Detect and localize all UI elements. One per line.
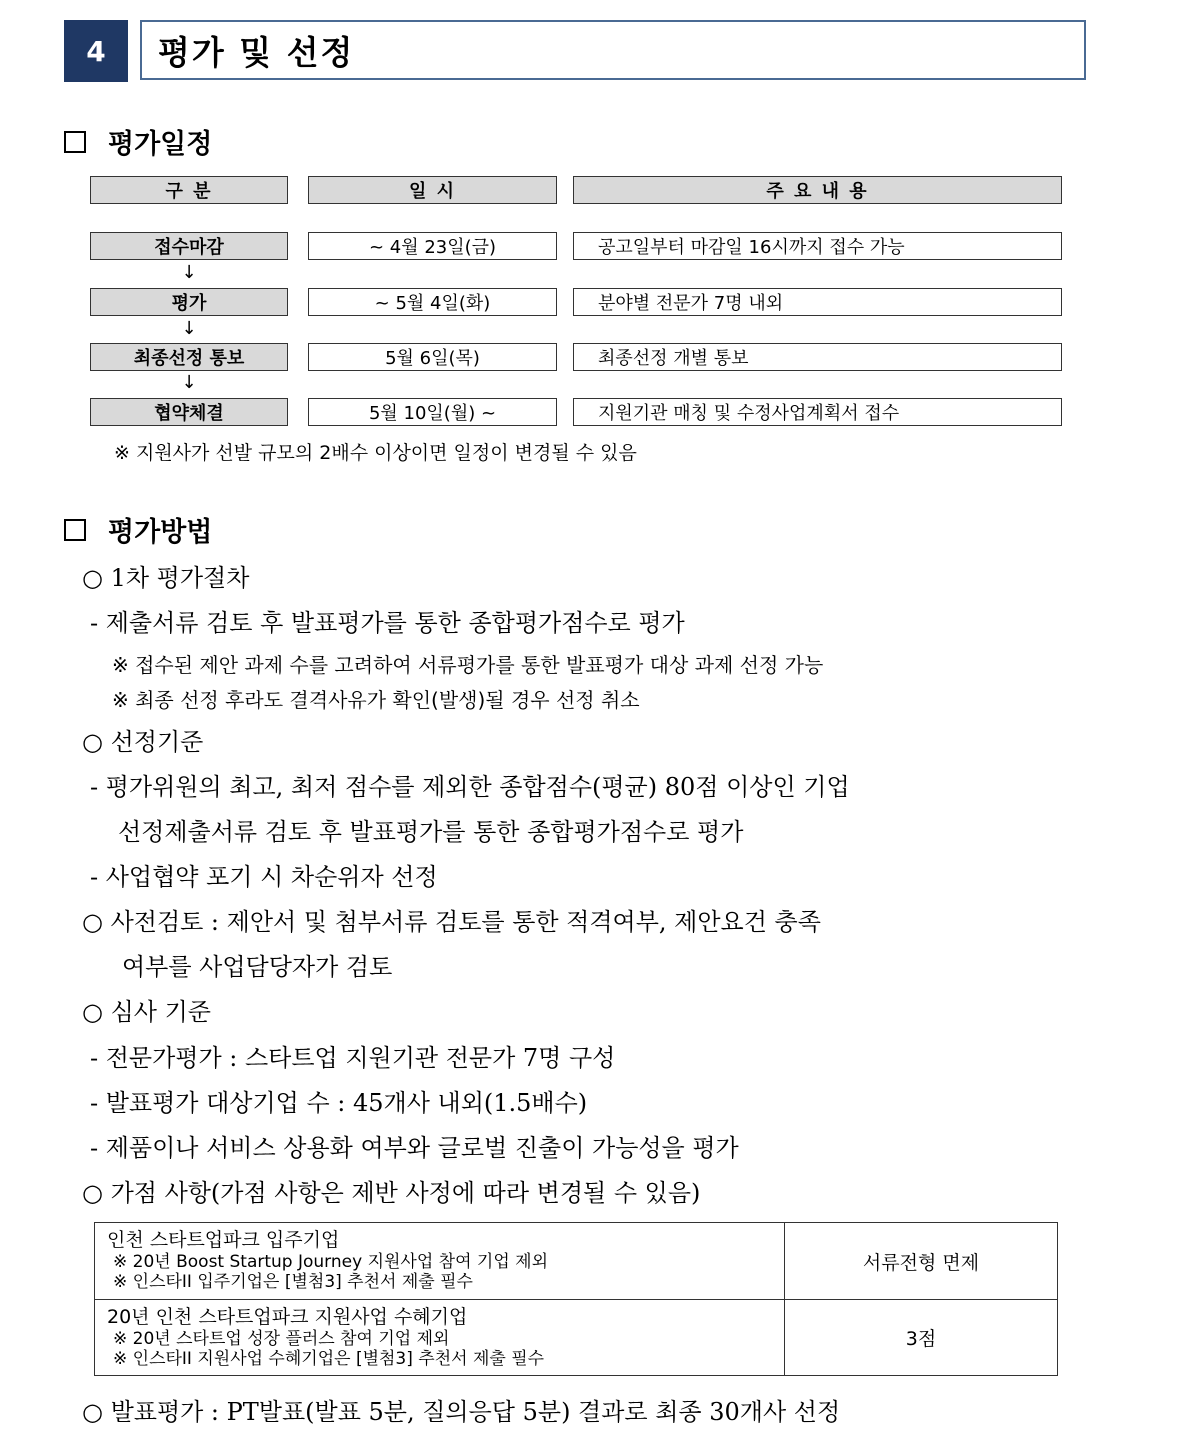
bonus-title: 20년 인천 스타트업파크 지원사업 수혜기업: [107, 1305, 468, 1328]
down-arrow-icon: ↓: [181, 372, 197, 393]
bonus-criteria-cell: [95, 1223, 785, 1300]
checkbox-icon: [64, 519, 86, 541]
dash-line: - 평가위원의 최고, 최저 점수를 제외한 종합점수(평균) 80점 이상인 기업: [90, 773, 850, 801]
bullet-line: ○ 심사 기준: [82, 998, 211, 1026]
stage-cell: 평가: [90, 288, 288, 316]
dash-line: - 제출서류 검토 후 발표평가를 통한 종합평가점수로 평가: [90, 609, 685, 637]
date-cell: 5월 10일(월) ~: [308, 398, 557, 426]
bullet-line: ○ 1차 평가절차: [82, 564, 250, 592]
bonus-table: [94, 1222, 1058, 1376]
bullet-line: ○ 선정기준: [82, 728, 204, 756]
bonus-note: ※ 인스타II 지원사업 수혜기업은 [별첨3] 추천서 제출 필수: [113, 1348, 545, 1369]
method-heading: [64, 510, 212, 549]
content-cell: 공고일부터 마감일 16시까지 접수 가능: [573, 232, 1062, 260]
dash-line: - 제품이나 서비스 상용화 여부와 글로벌 진출이 가능성을 평가: [90, 1134, 739, 1162]
dash-line: - 전문가평가 : 스타트업 지원기관 전문가 7명 구성: [90, 1044, 616, 1072]
stage-cell: 최종선정 통보: [90, 343, 288, 371]
bullet-line: ○ 사전검토 : 제안서 및 첨부서류 검토를 통한 적격여부, 제안요건 충족: [82, 908, 821, 936]
header-content: 주 요 내 용: [573, 176, 1062, 204]
date-cell: ~ 5월 4일(화): [308, 288, 557, 316]
note-line: ※ 접수된 제안 과제 수를 고려하여 서류평가를 통한 발표평가 대상 과제 선정 가능: [112, 653, 824, 677]
stage-cell: 협약체결: [90, 398, 288, 426]
down-arrow-icon: ↓: [181, 318, 197, 339]
bonus-note: ※ 20년 스타트업 성장 플러스 참여 기업 제외: [113, 1328, 450, 1349]
schedule-heading: [64, 122, 212, 161]
section-title: 평가 및 선정: [140, 20, 1086, 80]
stage-cell: 접수마감: [90, 232, 288, 260]
table-row: [95, 1223, 1058, 1300]
checkbox-icon: [64, 131, 86, 153]
bonus-benefit-cell: 3점: [785, 1300, 1058, 1376]
bullet-line: ○ 가점 사항(가점 사항은 제반 사정에 따라 변경될 수 있음): [82, 1179, 701, 1207]
date-cell: ~ 4월 23일(금): [308, 232, 557, 260]
content-cell: 지원기관 매칭 및 수정사업계획서 접수: [573, 398, 1062, 426]
bonus-criteria-cell: [95, 1300, 785, 1376]
header-stage: 구 분: [90, 176, 288, 204]
schedule-heading-text: 평가일정: [108, 129, 213, 160]
continuation-line: 여부를 사업담당자가 검토: [122, 953, 393, 981]
section-number: 4: [64, 20, 128, 82]
down-arrow-icon: ↓: [181, 262, 197, 283]
header-date: 일 시: [308, 176, 557, 204]
date-cell: 5월 6일(목): [308, 343, 557, 371]
bonus-note: ※ 20년 Boost Startup Journey 지원사업 참여 기업 제외: [113, 1252, 549, 1272]
bonus-note: ※ 인스타II 입주기업은 [별첨3] 추천서 제출 필수: [113, 1272, 473, 1293]
method-heading-text: 평가방법: [108, 517, 213, 548]
content-cell: 최종선정 개별 통보: [573, 343, 1062, 371]
continuation-line: 선정제출서류 검토 후 발표평가를 통한 종합평가점수로 평가: [118, 818, 744, 846]
dash-line: - 발표평가 대상기업 수 : 45개사 내외(1.5배수): [90, 1089, 588, 1117]
table-row: [95, 1300, 1058, 1376]
bonus-title: 인천 스타트업파크 입주기업: [107, 1229, 340, 1252]
schedule-note: ※ 지원사가 선발 규모의 2배수 이상이면 일정이 변경될 수 있음: [114, 442, 637, 464]
note-line: ※ 최종 선정 후라도 결격사유가 확인(발생)될 경우 선정 취소: [112, 688, 640, 712]
bonus-benefit-cell: 서류전형 면제: [785, 1223, 1058, 1300]
dash-line: - 사업협약 포기 시 차순위자 선정: [90, 863, 438, 891]
bullet-line: ○ 발표평가 : PT발표(발표 5분, 질의응답 5분) 결과로 최종 30개사 선정: [82, 1398, 841, 1426]
content-cell: 분야별 전문가 7명 내외: [573, 288, 1062, 316]
